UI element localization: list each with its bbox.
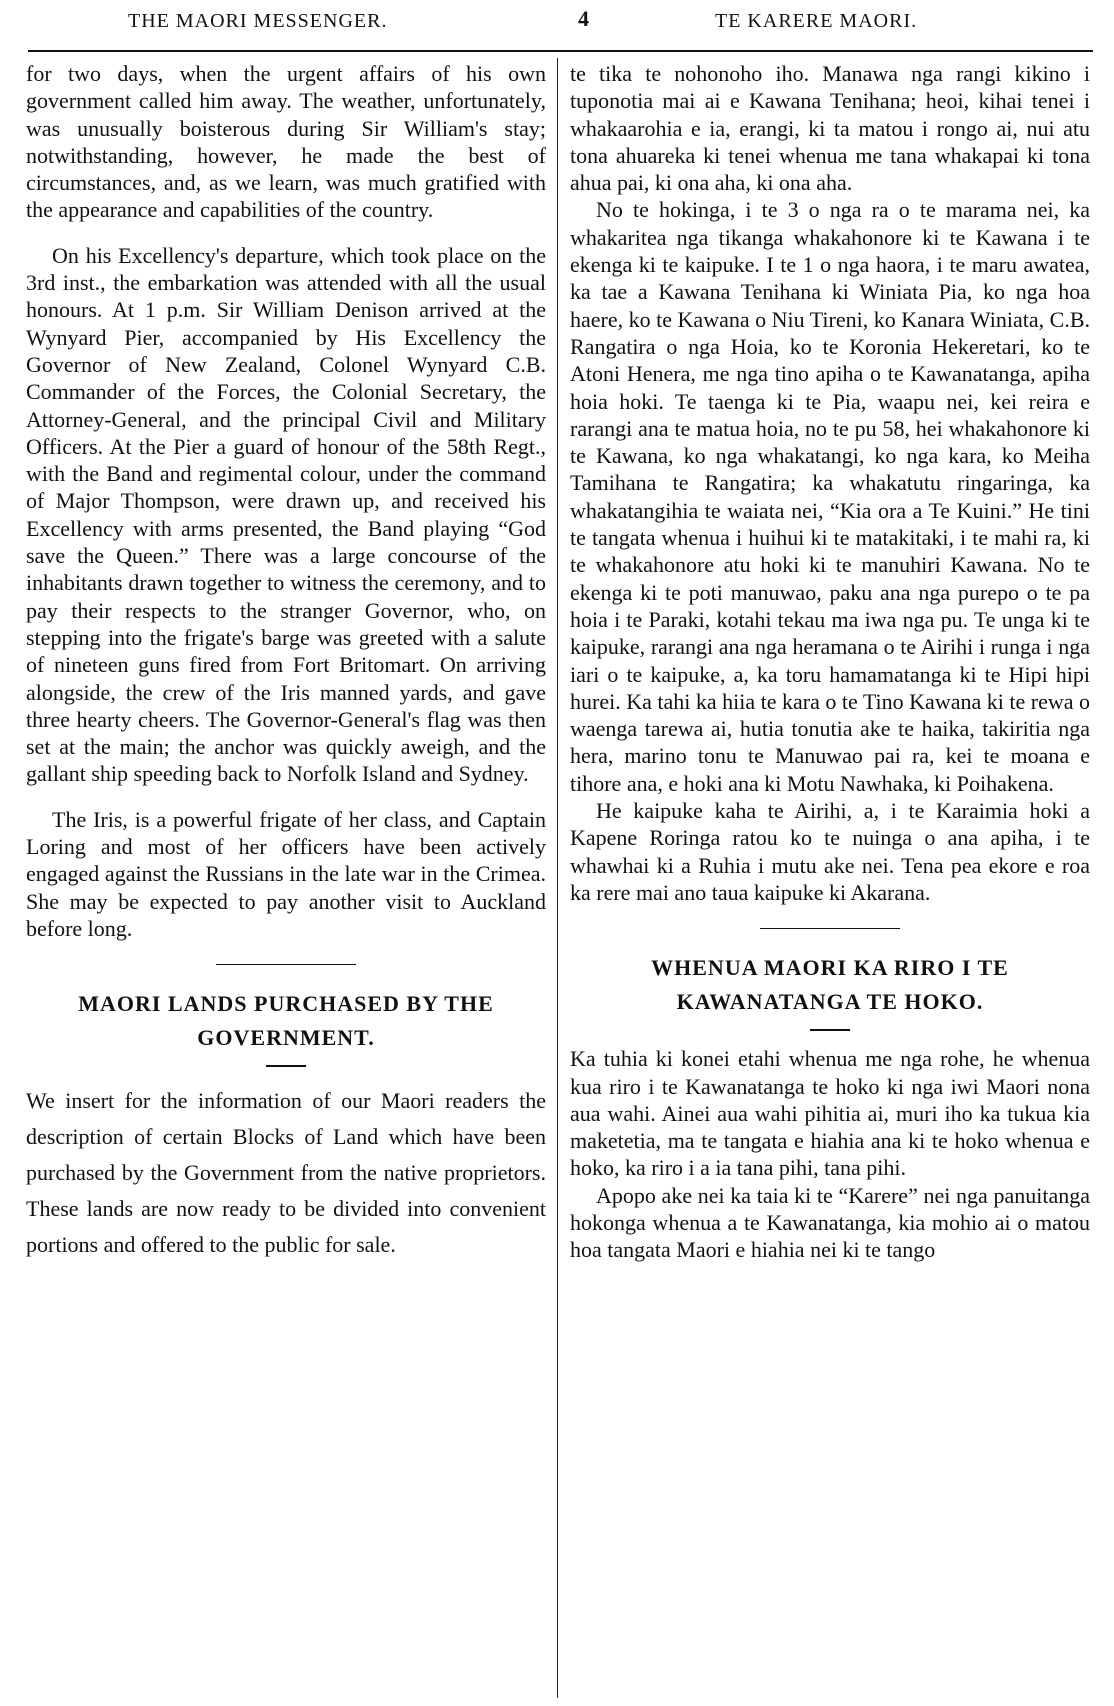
section-rule bbox=[216, 964, 356, 965]
maori-masthead: TE KARERE MAORI. bbox=[715, 10, 918, 32]
departure-paragraph: On his Excellency's departure, which took place on the 3rd inst., the embarkation was attended with all the usual honours. At 1 p.m. Sir William Denison arrived at the Wynyard Pier, accompanied by His Excellency the Governor of New Zealand, Colonel Wynyard C.B. Commander of the Forces, the Colonial Secretary, the Attorney-General, and the principal Civil and Military Officers. At the Pier a guard of honour of the 58th Regt., with the Band and regimental colour, under the command of Major Thompson, were drawn up, and received his Excellency with arms presented, the Band playing “God save the Queen.” There was a large concourse of the inhabitants drawn together to witness the ceremony, and to pay their respects to the stranger Governor, who, on stepping into the frigate's barge was greeted with a salute of nineteen guns fired from Fort Britomart. On arriving alongside, the crew of the Iris manned yards, and gave three hearty cheers. The Governor-General's flag was then set at the main; the anchor was quickly aweigh, and the gallant ship speeding back to Norfolk Island and Sydney. bbox=[26, 242, 546, 787]
page-number: 4 bbox=[578, 6, 590, 31]
heading-rule bbox=[810, 1029, 850, 1031]
heading-rule bbox=[266, 1065, 306, 1067]
continued-paragraph: te tika te nohonoho iho. Manawa nga rangi kikino i tuponotia mai ai e Kawana Tenihana; heoi, kihai tenei i whakaarohia e ia, erangi, ki ta matou i rongo ai, nui atu tona ahuareka ki tenei whenua me tana whakapai ki tona ahua pai, ki ona aha, ki ona aha. bbox=[570, 61, 1090, 196]
section-heading: MAORI LANDS PURCHASED BY THE GOVERNMENT. bbox=[78, 991, 494, 1051]
lands-paragraph: Ka tuhia ki konei etahi whenua me nga rohe, he whenua kua riro i te Kawanatanga te hoko ki nga iwi Maori nona aua wahi. Ainei aua wahi pihitia ai, muri iho ka tukua kia maketetia, ma te tangata e hiahia ana ki te hoko whenua e hoko, ka riro i a ia tana pihi, tana pihi. bbox=[570, 1046, 1090, 1181]
header-rule bbox=[28, 50, 1093, 52]
column-divider bbox=[557, 58, 558, 1698]
section-heading: WHENUA MAORI KA RIRO I TE KAWANATANGA TE HOKO. bbox=[651, 955, 1009, 1015]
page-header bbox=[0, 6, 1114, 36]
iris-paragraph: He kaipuke kaha te Airihi, a, i te Karaimia hoki a Kapene Roringa ratou ko te nuinga o ana apiha, i te whawhai ki a Ruhia i mutu ake nei. Tena pea ekore e roa ka rere mai ano taua kaipuke ki Akarana. bbox=[570, 798, 1090, 905]
english-column bbox=[26, 60, 546, 1263]
maori-column bbox=[570, 60, 1090, 1264]
iris-paragraph: The Iris, is a powerful frigate of her class, and Captain Loring and most of her officers have been actively engaged against the Russians in the late war in the Crimea. She may be expected to pay another visit to Auckland before long. bbox=[26, 806, 546, 941]
departure-paragraph: No te hokinga, i te 3 o nga ra o te marama nei, ka whakaritea nga tikanga whakahonore ki te Kawana i te ekenga ki te kaipuke. I te 1 o nga haora, i te maru awatea, ka tae a Kawana Tenihana ki Winiata Pia, ko nga hoa haere, ko te Kawana o Niu Tireni, ko Kanara Winiata, C.B. Rangatira o nga Hoia, ko te Koronia Hekeretari, ko te Atoni Henera, me nga tino apiha o te Kawanatanga, apiha hoia hoki. Te taenga ki te Pia, waapu nei, kei reira e rarangi ana te matua hoia, no te pu 58, hei whakahonore ki te Kawana, ko nga whakatangi, ko nga kara, ko Meiha Tamihana te Rangatira; ka whakatutu ringaringa, ka whakatangihia te waiata nei, “Kia ora a Te Kuini.” He tini te tangata whenua i huihui ki te matakitaki, i te mahi ra, ki te whakahonore atu hoki ki te manuhiri Kawana. No te ekenga ki te poti manuwao, paku ana nga purepo o te pa hoia i te Paraki, kotahi tekau ma iwa nga pu. Te unga ki te kaipuke, rarangi ana nga heramana o te Airihi i runga i nga iari o te kaipuke, a, ka toru hamamatanga ki te Hipi hipi hurei. Ka tahi ka hiia te kara o te Tino Kawana ki te rewa o waenga tarewa ai, hutia tonutia ake te haika, takiritia nga hera, marino tonu te Manuwao pai ra, kei te moana e tihore ana, e hoki ana ki Motu Nawhaka, ki Poihakena. bbox=[570, 197, 1090, 796]
section-rule bbox=[760, 928, 900, 929]
english-masthead: THE MAORI MESSENGER. bbox=[128, 10, 388, 32]
notice-paragraph: Apopo ake nei ka taia ki te “Karere” nei nga panuitanga hokonga whenua a te Kawanatanga, kia mohio ai o matou hoa tangata Maori e hiahia nei ki te tango bbox=[570, 1182, 1090, 1263]
continued-paragraph: for two days, when the urgent affairs of his own government called him away. The weather, unfortunately, was unusually boisterous during Sir William's stay; notwithstanding, however, he made the best of circumstances, and, as we learn, was much gratified with the appearance and capabilities of the country. bbox=[26, 61, 546, 223]
lands-paragraph: We insert for the information of our Maori readers the description of certain Blocks of Land which have been purchased by the Government from the native proprietors. These lands are now ready to be divided into convenient portions and offered to the public for sale. bbox=[26, 1088, 546, 1258]
